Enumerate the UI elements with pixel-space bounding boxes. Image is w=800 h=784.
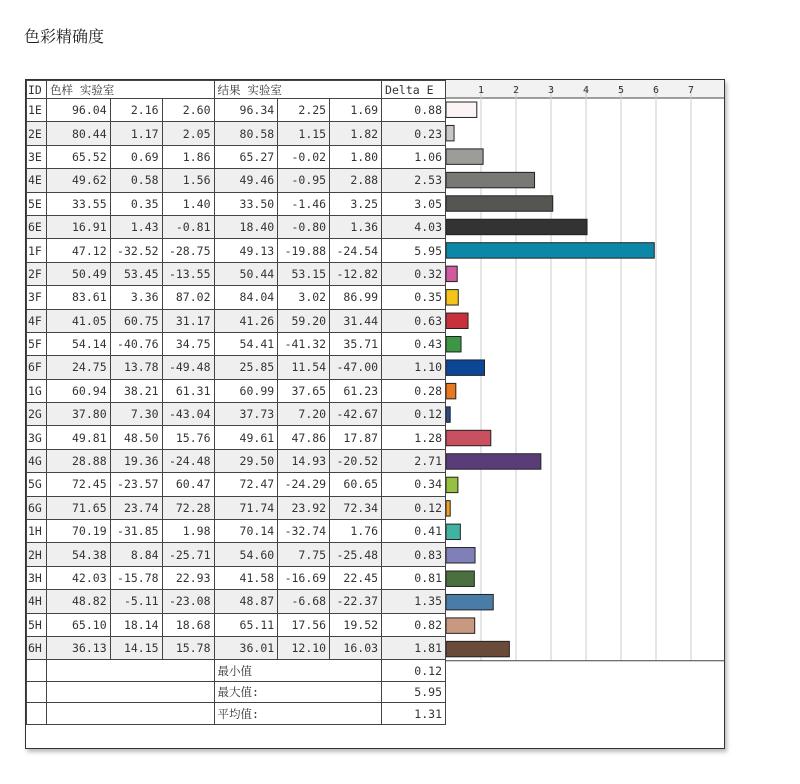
delta-e-value: 0.81 bbox=[382, 566, 446, 589]
summary-value: 1.31 bbox=[382, 703, 446, 725]
lab-value: 2.25 bbox=[278, 99, 330, 122]
lab-value: 18.14 bbox=[110, 613, 162, 636]
lab-value: 16.91 bbox=[46, 215, 110, 238]
row-id: 3G bbox=[27, 426, 47, 449]
delta-e-value: 0.28 bbox=[382, 379, 446, 402]
table-row bbox=[27, 192, 446, 215]
bar-5E bbox=[446, 196, 553, 211]
bar-1G bbox=[446, 383, 456, 398]
row-id: 3H bbox=[27, 566, 47, 589]
lab-value: 60.47 bbox=[162, 473, 214, 496]
lab-value: 1.43 bbox=[110, 215, 162, 238]
lab-value: 48.87 bbox=[214, 590, 278, 613]
lab-value: 14.15 bbox=[110, 636, 162, 659]
lab-value: -20.52 bbox=[330, 449, 382, 472]
lab-value: 65.10 bbox=[46, 613, 110, 636]
delta-e-value: 0.32 bbox=[382, 262, 446, 285]
lab-value: -0.95 bbox=[278, 169, 330, 192]
delta-e-table bbox=[26, 80, 446, 725]
lab-value: 50.44 bbox=[214, 262, 278, 285]
delta-e-value: 0.12 bbox=[382, 496, 446, 519]
row-id: 2H bbox=[27, 543, 47, 566]
bar-4H bbox=[446, 594, 493, 609]
lab-value: 22.45 bbox=[330, 566, 382, 589]
lab-value: -16.69 bbox=[278, 566, 330, 589]
lab-value: 0.35 bbox=[110, 192, 162, 215]
empty-cell bbox=[46, 681, 214, 703]
row-id: 1H bbox=[27, 520, 47, 543]
table-row bbox=[27, 379, 446, 402]
lab-value: 80.58 bbox=[214, 122, 278, 145]
summary-row bbox=[27, 703, 446, 725]
bar-4E bbox=[446, 172, 535, 187]
tick-label: 2 bbox=[512, 85, 520, 96]
table-row bbox=[27, 473, 446, 496]
bar-2F bbox=[446, 266, 457, 281]
lab-value: -5.11 bbox=[110, 590, 162, 613]
summary-label: 最小值 bbox=[214, 660, 382, 682]
tick-label: 6 bbox=[652, 85, 660, 96]
lab-value: 80.44 bbox=[46, 122, 110, 145]
row-id: 4H bbox=[27, 590, 47, 613]
lab-value: 96.34 bbox=[214, 99, 278, 122]
table-row bbox=[27, 496, 446, 519]
table-row bbox=[27, 636, 446, 659]
header-result: 结果 实验室 bbox=[214, 81, 382, 99]
row-id: 6E bbox=[27, 215, 47, 238]
lab-value: 29.50 bbox=[214, 449, 278, 472]
lab-value: 3.25 bbox=[330, 192, 382, 215]
lab-value: 1.17 bbox=[110, 122, 162, 145]
table-row bbox=[27, 356, 446, 379]
header-id: ID bbox=[27, 81, 47, 99]
lab-value: -1.46 bbox=[278, 192, 330, 215]
lab-value: 31.44 bbox=[330, 309, 382, 332]
lab-value: -0.81 bbox=[162, 215, 214, 238]
lab-value: 23.74 bbox=[110, 496, 162, 519]
lab-value: 13.78 bbox=[110, 356, 162, 379]
table-row bbox=[27, 590, 446, 613]
lab-value: 3.36 bbox=[110, 286, 162, 309]
lab-value: 60.75 bbox=[110, 309, 162, 332]
bar-2H bbox=[446, 548, 475, 563]
lab-value: 8.84 bbox=[110, 543, 162, 566]
table-row bbox=[27, 613, 446, 636]
lab-value: 2.16 bbox=[110, 99, 162, 122]
lab-value: 50.49 bbox=[46, 262, 110, 285]
lab-value: 15.78 bbox=[162, 636, 214, 659]
bar-5G bbox=[446, 477, 458, 492]
table-row bbox=[27, 332, 446, 355]
lab-value: 65.27 bbox=[214, 145, 278, 168]
lab-value: -23.57 bbox=[110, 473, 162, 496]
bar-6H bbox=[446, 641, 509, 656]
lab-value: 1.76 bbox=[330, 520, 382, 543]
lab-value: 49.46 bbox=[214, 169, 278, 192]
lab-value: 61.31 bbox=[162, 379, 214, 402]
lab-value: 1.80 bbox=[330, 145, 382, 168]
lab-value: -25.71 bbox=[162, 543, 214, 566]
lab-value: -32.52 bbox=[110, 239, 162, 262]
lab-value: 87.02 bbox=[162, 286, 214, 309]
lab-value: 72.28 bbox=[162, 496, 214, 519]
lab-value: 49.13 bbox=[214, 239, 278, 262]
lab-value: 34.75 bbox=[162, 332, 214, 355]
tick-label: 3 bbox=[547, 85, 555, 96]
bar-1F bbox=[446, 243, 654, 258]
lab-value: -41.32 bbox=[278, 332, 330, 355]
lab-value: 1.15 bbox=[278, 122, 330, 145]
bar-6E bbox=[446, 219, 587, 234]
row-id: 5G bbox=[27, 473, 47, 496]
lab-value: -6.68 bbox=[278, 590, 330, 613]
table-row bbox=[27, 169, 446, 192]
summary-value: 0.12 bbox=[382, 660, 446, 682]
bar-6G bbox=[446, 501, 450, 516]
lab-value: 65.11 bbox=[214, 613, 278, 636]
lab-value: 36.01 bbox=[214, 636, 278, 659]
summary-row bbox=[27, 660, 446, 682]
lab-value: 71.65 bbox=[46, 496, 110, 519]
lab-value: -24.54 bbox=[330, 239, 382, 262]
lab-value: 60.99 bbox=[214, 379, 278, 402]
lab-value: 72.47 bbox=[214, 473, 278, 496]
lab-value: -40.76 bbox=[110, 332, 162, 355]
lab-value: 48.50 bbox=[110, 426, 162, 449]
delta-e-value: 0.23 bbox=[382, 122, 446, 145]
lab-value: 72.34 bbox=[330, 496, 382, 519]
delta-e-bar-chart bbox=[446, 80, 724, 748]
lab-value: 17.87 bbox=[330, 426, 382, 449]
lab-value: -0.80 bbox=[278, 215, 330, 238]
lab-value: 1.98 bbox=[162, 520, 214, 543]
lab-value: 83.61 bbox=[46, 286, 110, 309]
lab-value: 41.58 bbox=[214, 566, 278, 589]
lab-value: 0.69 bbox=[110, 145, 162, 168]
delta-e-value: 0.12 bbox=[382, 403, 446, 426]
table-row bbox=[27, 286, 446, 309]
lab-value: -22.37 bbox=[330, 590, 382, 613]
empty-cell bbox=[46, 660, 214, 682]
table-row bbox=[27, 99, 446, 122]
bar-3H bbox=[446, 571, 474, 586]
lab-value: -24.29 bbox=[278, 473, 330, 496]
lab-value: 60.65 bbox=[330, 473, 382, 496]
lab-value: 54.60 bbox=[214, 543, 278, 566]
tick-label: 5 bbox=[617, 85, 625, 96]
empty-cell bbox=[46, 703, 214, 725]
lab-value: 41.26 bbox=[214, 309, 278, 332]
row-id: 1G bbox=[27, 379, 47, 402]
lab-value: 18.68 bbox=[162, 613, 214, 636]
bar-2E bbox=[446, 125, 454, 140]
table-row bbox=[27, 543, 446, 566]
bar-1H bbox=[446, 524, 460, 539]
delta-e-value: 0.63 bbox=[382, 309, 446, 332]
row-id: 2F bbox=[27, 262, 47, 285]
header-delta-e: Delta E bbox=[382, 81, 446, 99]
page-title: 色彩精确度 bbox=[24, 27, 105, 46]
summary-value: 5.95 bbox=[382, 681, 446, 703]
lab-value: -42.67 bbox=[330, 403, 382, 426]
lab-value: 25.85 bbox=[214, 356, 278, 379]
lab-value: 70.19 bbox=[46, 520, 110, 543]
table-row bbox=[27, 122, 446, 145]
delta-e-value: 5.95 bbox=[382, 239, 446, 262]
lab-value: 7.20 bbox=[278, 403, 330, 426]
lab-value: 7.30 bbox=[110, 403, 162, 426]
row-id: 3F bbox=[27, 286, 47, 309]
lab-value: 16.03 bbox=[330, 636, 382, 659]
lab-value: 53.45 bbox=[110, 262, 162, 285]
table-row bbox=[27, 309, 446, 332]
lab-value: 17.56 bbox=[278, 613, 330, 636]
row-id: 2G bbox=[27, 403, 47, 426]
lab-value: 47.12 bbox=[46, 239, 110, 262]
lab-value: 19.36 bbox=[110, 449, 162, 472]
lab-value: 49.81 bbox=[46, 426, 110, 449]
table-row bbox=[27, 262, 446, 285]
lab-value: 38.21 bbox=[110, 379, 162, 402]
table-row bbox=[27, 239, 446, 262]
lab-value: -13.55 bbox=[162, 262, 214, 285]
lab-value: 19.52 bbox=[330, 613, 382, 636]
row-id: 4F bbox=[27, 309, 47, 332]
row-id: 4G bbox=[27, 449, 47, 472]
table-row bbox=[27, 145, 446, 168]
lab-value: 37.65 bbox=[278, 379, 330, 402]
delta-e-value: 1.81 bbox=[382, 636, 446, 659]
summary-label: 最大值: bbox=[214, 681, 382, 703]
delta-e-value: 0.82 bbox=[382, 613, 446, 636]
lab-value: 36.13 bbox=[46, 636, 110, 659]
lab-value: 2.60 bbox=[162, 99, 214, 122]
lab-value: 23.92 bbox=[278, 496, 330, 519]
delta-e-value: 1.28 bbox=[382, 426, 446, 449]
row-id: 5E bbox=[27, 192, 47, 215]
lab-value: -28.75 bbox=[162, 239, 214, 262]
lab-value: 96.04 bbox=[46, 99, 110, 122]
table-row bbox=[27, 449, 446, 472]
lab-value: 35.71 bbox=[330, 332, 382, 355]
lab-value: 48.82 bbox=[46, 590, 110, 613]
lab-value: -25.48 bbox=[330, 543, 382, 566]
delta-e-value: 4.03 bbox=[382, 215, 446, 238]
lab-value: 1.40 bbox=[162, 192, 214, 215]
lab-value: 31.17 bbox=[162, 309, 214, 332]
delta-e-value: 0.83 bbox=[382, 543, 446, 566]
bar-4F bbox=[446, 313, 468, 328]
summary-label: 平均值: bbox=[214, 703, 382, 725]
lab-value: 49.62 bbox=[46, 169, 110, 192]
lab-value: 1.36 bbox=[330, 215, 382, 238]
lab-value: 0.58 bbox=[110, 169, 162, 192]
bar-5F bbox=[446, 337, 461, 352]
lab-value: 37.80 bbox=[46, 403, 110, 426]
lab-value: 71.74 bbox=[214, 496, 278, 519]
lab-value: 1.69 bbox=[330, 99, 382, 122]
bar-3E bbox=[446, 149, 483, 164]
table-row bbox=[27, 520, 446, 543]
lab-value: 49.61 bbox=[214, 426, 278, 449]
row-id: 4E bbox=[27, 169, 47, 192]
row-id: 6G bbox=[27, 496, 47, 519]
lab-value: 24.75 bbox=[46, 356, 110, 379]
delta-e-value: 0.43 bbox=[382, 332, 446, 355]
row-id: 3E bbox=[27, 145, 47, 168]
header-sample: 色样 实验室 bbox=[46, 81, 214, 99]
lab-value: -32.74 bbox=[278, 520, 330, 543]
lab-value: -31.85 bbox=[110, 520, 162, 543]
lab-value: -15.78 bbox=[110, 566, 162, 589]
lab-value: 22.93 bbox=[162, 566, 214, 589]
lab-value: -49.48 bbox=[162, 356, 214, 379]
delta-e-value: 2.53 bbox=[382, 169, 446, 192]
lab-value: 59.20 bbox=[278, 309, 330, 332]
lab-value: 61.23 bbox=[330, 379, 382, 402]
lab-value: 2.05 bbox=[162, 122, 214, 145]
lab-value: 65.52 bbox=[46, 145, 110, 168]
lab-value: 28.88 bbox=[46, 449, 110, 472]
lab-value: 15.76 bbox=[162, 426, 214, 449]
lab-value: -47.00 bbox=[330, 356, 382, 379]
delta-e-value: 0.41 bbox=[382, 520, 446, 543]
bar-2G bbox=[446, 407, 450, 422]
lab-value: 1.86 bbox=[162, 145, 214, 168]
delta-e-value: 0.35 bbox=[382, 286, 446, 309]
table-row bbox=[27, 403, 446, 426]
lab-value: 60.94 bbox=[46, 379, 110, 402]
delta-e-value: 0.34 bbox=[382, 473, 446, 496]
table-row bbox=[27, 566, 446, 589]
lab-value: -24.48 bbox=[162, 449, 214, 472]
lab-value: 86.99 bbox=[330, 286, 382, 309]
lab-value: -19.88 bbox=[278, 239, 330, 262]
lab-value: 1.82 bbox=[330, 122, 382, 145]
row-id: 6H bbox=[27, 636, 47, 659]
table-row bbox=[27, 215, 446, 238]
lab-value: 72.45 bbox=[46, 473, 110, 496]
delta-e-value: 1.35 bbox=[382, 590, 446, 613]
lab-value: 11.54 bbox=[278, 356, 330, 379]
bar-5H bbox=[446, 618, 475, 633]
row-id: 1E bbox=[27, 99, 47, 122]
lab-value: 33.55 bbox=[46, 192, 110, 215]
lab-value: -23.08 bbox=[162, 590, 214, 613]
lab-value: -43.04 bbox=[162, 403, 214, 426]
bar-1E bbox=[446, 102, 477, 117]
lab-value: 3.02 bbox=[278, 286, 330, 309]
table-row bbox=[27, 426, 446, 449]
lab-value: -0.02 bbox=[278, 145, 330, 168]
delta-e-value: 3.05 bbox=[382, 192, 446, 215]
row-id: 5H bbox=[27, 613, 47, 636]
empty-cell bbox=[27, 660, 47, 682]
lab-value: 47.86 bbox=[278, 426, 330, 449]
row-id: 6F bbox=[27, 356, 47, 379]
delta-e-value: 1.06 bbox=[382, 145, 446, 168]
lab-value: 14.93 bbox=[278, 449, 330, 472]
tick-label: 1 bbox=[477, 85, 485, 96]
lab-value: 12.10 bbox=[278, 636, 330, 659]
lab-value: 33.50 bbox=[214, 192, 278, 215]
lab-value: 42.03 bbox=[46, 566, 110, 589]
lab-value: 37.73 bbox=[214, 403, 278, 426]
lab-value: 7.75 bbox=[278, 543, 330, 566]
summary-row bbox=[27, 681, 446, 703]
lab-value: 54.38 bbox=[46, 543, 110, 566]
bar-6F bbox=[446, 360, 485, 375]
lab-value: 54.14 bbox=[46, 332, 110, 355]
color-accuracy-panel bbox=[25, 79, 725, 749]
bar-3G bbox=[446, 430, 491, 445]
delta-e-value: 1.10 bbox=[382, 356, 446, 379]
tick-label: 7 bbox=[687, 85, 695, 96]
lab-value: 1.56 bbox=[162, 169, 214, 192]
empty-cell bbox=[27, 681, 47, 703]
tick-label: 4 bbox=[582, 85, 590, 96]
delta-e-value: 2.71 bbox=[382, 449, 446, 472]
row-id: 1F bbox=[27, 239, 47, 262]
lab-value: 53.15 bbox=[278, 262, 330, 285]
bar-4G bbox=[446, 454, 541, 469]
bar-3F bbox=[446, 290, 458, 305]
lab-value: 54.41 bbox=[214, 332, 278, 355]
lab-value: 70.14 bbox=[214, 520, 278, 543]
lab-value: 84.04 bbox=[214, 286, 278, 309]
lab-value: -12.82 bbox=[330, 262, 382, 285]
row-id: 5F bbox=[27, 332, 47, 355]
delta-e-value: 0.88 bbox=[382, 99, 446, 122]
empty-cell bbox=[27, 703, 47, 725]
row-id: 2E bbox=[27, 122, 47, 145]
lab-value: 2.88 bbox=[330, 169, 382, 192]
lab-value: 18.40 bbox=[214, 215, 278, 238]
lab-value: 41.05 bbox=[46, 309, 110, 332]
